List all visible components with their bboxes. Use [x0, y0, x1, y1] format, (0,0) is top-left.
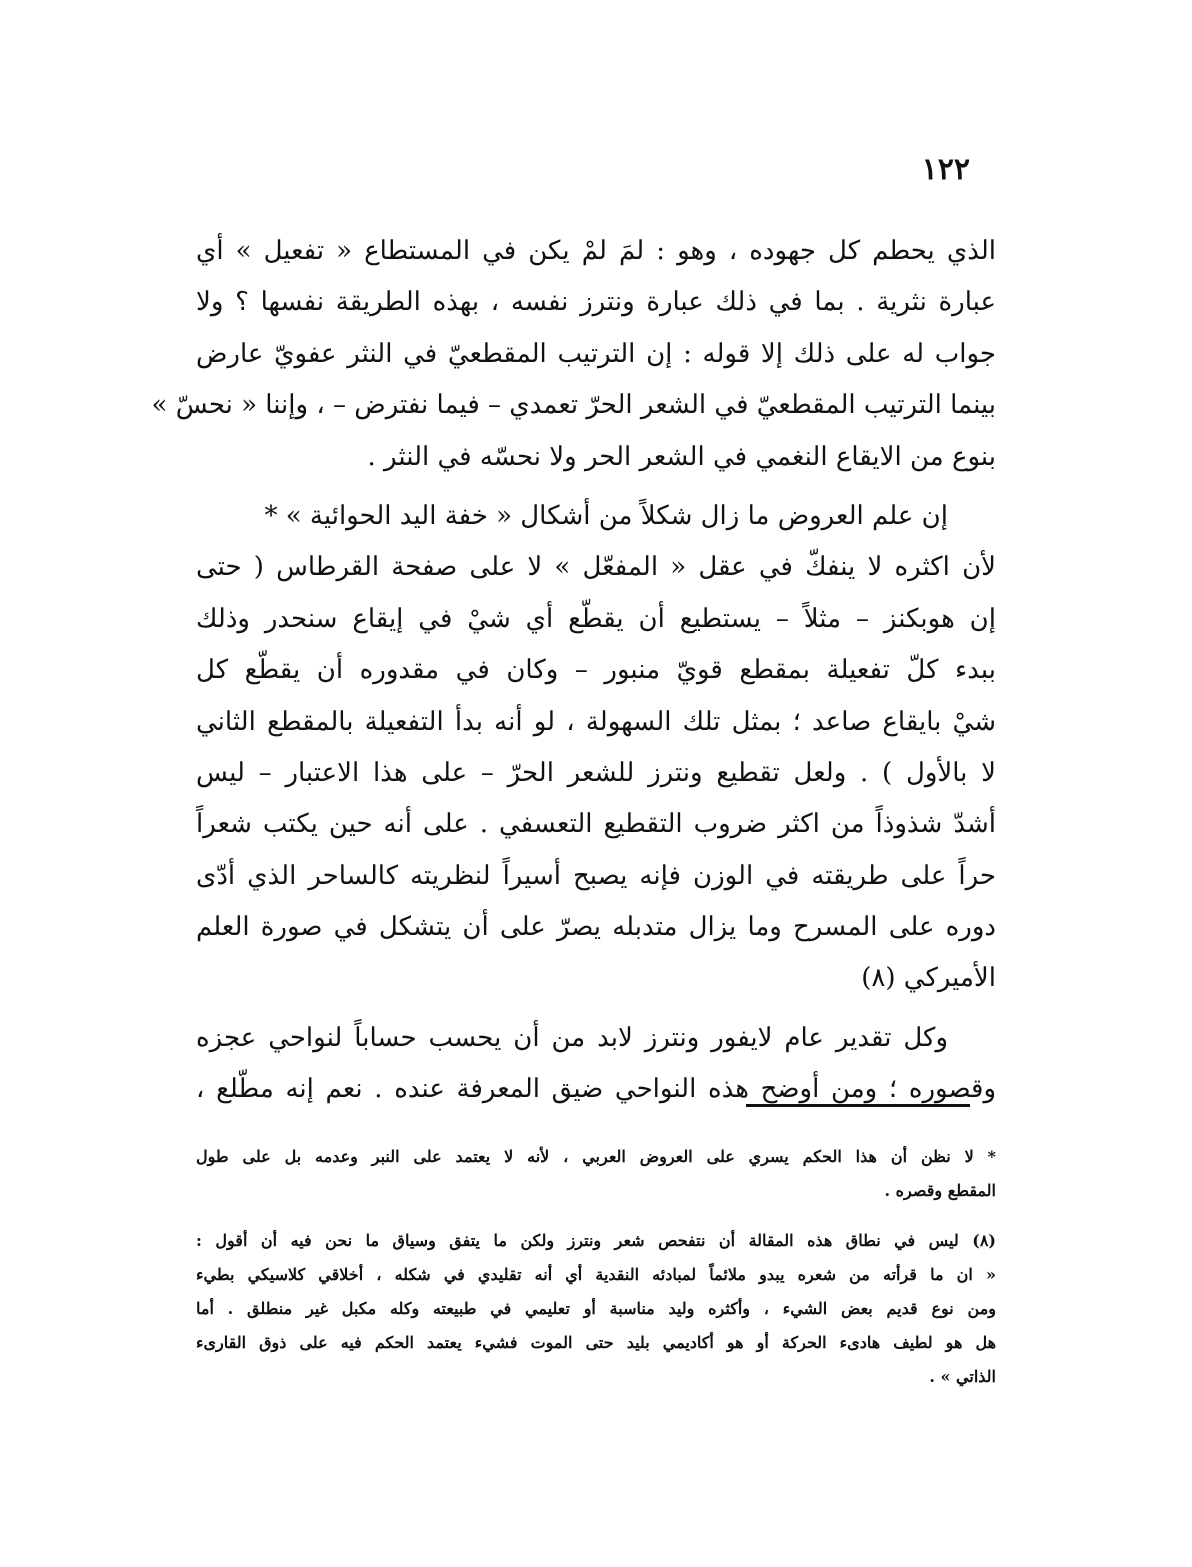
- footnote-line: هل هو لطيف هادىء الحركة أو هو أكاديمي بليد حتى الموت فشيء يعتمد الحكم فيه على ذوق القارىء: [196, 1333, 997, 1352]
- footnote: [196, 1224, 996, 1394]
- text-line: جواب له على ذلك إلا قوله : إن الترتيب المقطعيّ في النثر عفويّ عارض: [196, 338, 996, 369]
- text-line: دوره على المسرح وما يزال متدبله يصرّ على أن يتشكل في صورة العلم: [196, 912, 996, 943]
- text-line: عبارة نثرية . بما في ذلك عبارة ونترز نفسه ، بهذه الطريقة نفسها ؟ ولا: [196, 287, 996, 318]
- text-line: الذي يحطم كل جهوده ، وهو : لمَ لمْ يكن في المستطاع « تفعيل » أي: [196, 236, 996, 266]
- footnote-line: الذاتي » .: [929, 1367, 996, 1386]
- paragraph: [151, 226, 996, 483]
- text-line: لأن اكثره لا ينفكّ في عقل « المفعّل » لا على صفحة القرطاس ( حتى: [196, 552, 996, 583]
- text-line: أشدّ شذوذاً من اكثر ضروب التقطيع التعسفي . على أنه حين يكتب شعراً: [196, 809, 996, 840]
- paragraph: [196, 491, 996, 1005]
- text-line: لا بالأول ) . ولعل تقطيع ونترز للشعر الحرّ – على هذا الاعتبار – ليس: [196, 757, 996, 788]
- paragraph: [196, 1013, 996, 1116]
- text-line: بينما الترتيب المقطعيّ في الشعر الحرّ تعمدي – فيما نفترض – ، وإننا « نحسّ »: [151, 390, 996, 421]
- text-line: إن علم العروض ما زال شكلاً من أشكال « خفة اليد الحوائية » *: [264, 500, 948, 531]
- footnote: [196, 1140, 996, 1208]
- text-line: وكل تقدير عام لايفور ونترز لابد من أن يحسب حساباً لنواحي عجزه: [196, 1022, 948, 1053]
- footnote-line: المقطع وقصره .: [884, 1181, 996, 1200]
- footnote-line: ومن نوع قديم بعض الشيء ، وأكثره وليد مناسبة أو تعليمي في طبيعته وكله مكبل غير منطلق . أما: [196, 1299, 996, 1318]
- main-text: [151, 226, 996, 1116]
- text-line: إن هوبكنز – مثلاً – يستطيع أن يقطّع أي شيْ في إيقاع سنحدر وذلك: [196, 603, 996, 634]
- text-line: بنوع من الايقاع النغمي في الشعر الحر ولا نحسّه في النثر .: [367, 441, 996, 472]
- footnote-line: (٨) ليس في نطاق هذه المقالة أن نتفحص شعر ونترز ولكن ما يتفق وسياق ما نحن فيه أن أقول :: [196, 1231, 996, 1250]
- footnote-line: * لا نظن أن هذا الحكم يسري على العروض العربي ، لأنه لا يعتمد على النبر وعدمه بل على طول: [196, 1147, 996, 1166]
- text-line: وقصوره ؛ ومن أوضح هذه النواحي ضيق المعرفة عنده . نعم إنه مطّلع ،: [196, 1074, 996, 1105]
- text-line: حراً على طريقته في الوزن فإنه يصبح أسيراً لنظريته كالساحر الذي أدّى: [196, 860, 996, 891]
- footnote-divider: [746, 1104, 970, 1107]
- text-line: ببدء كلّ تفعيلة بمقطع قويّ منبور – وكان في مقدوره أن يقطّع كل: [196, 655, 996, 686]
- footnote-line: « ان ما قرأته من شعره يبدو ملائماً لمبادئه النقدية أي أنه تقليدي في شكله ، أخلاقي كلاسيكي بطيء: [196, 1265, 996, 1284]
- text-line: الأميركي (٨): [861, 963, 996, 994]
- footnotes: [196, 1140, 996, 1394]
- page-number: ١٢٢: [921, 152, 970, 187]
- text-line: شيْ بايقاع صاعد ؛ بمثل تلك السهولة ، لو أنه بدأ التفعيلة بالمقطع الثاني: [196, 706, 996, 737]
